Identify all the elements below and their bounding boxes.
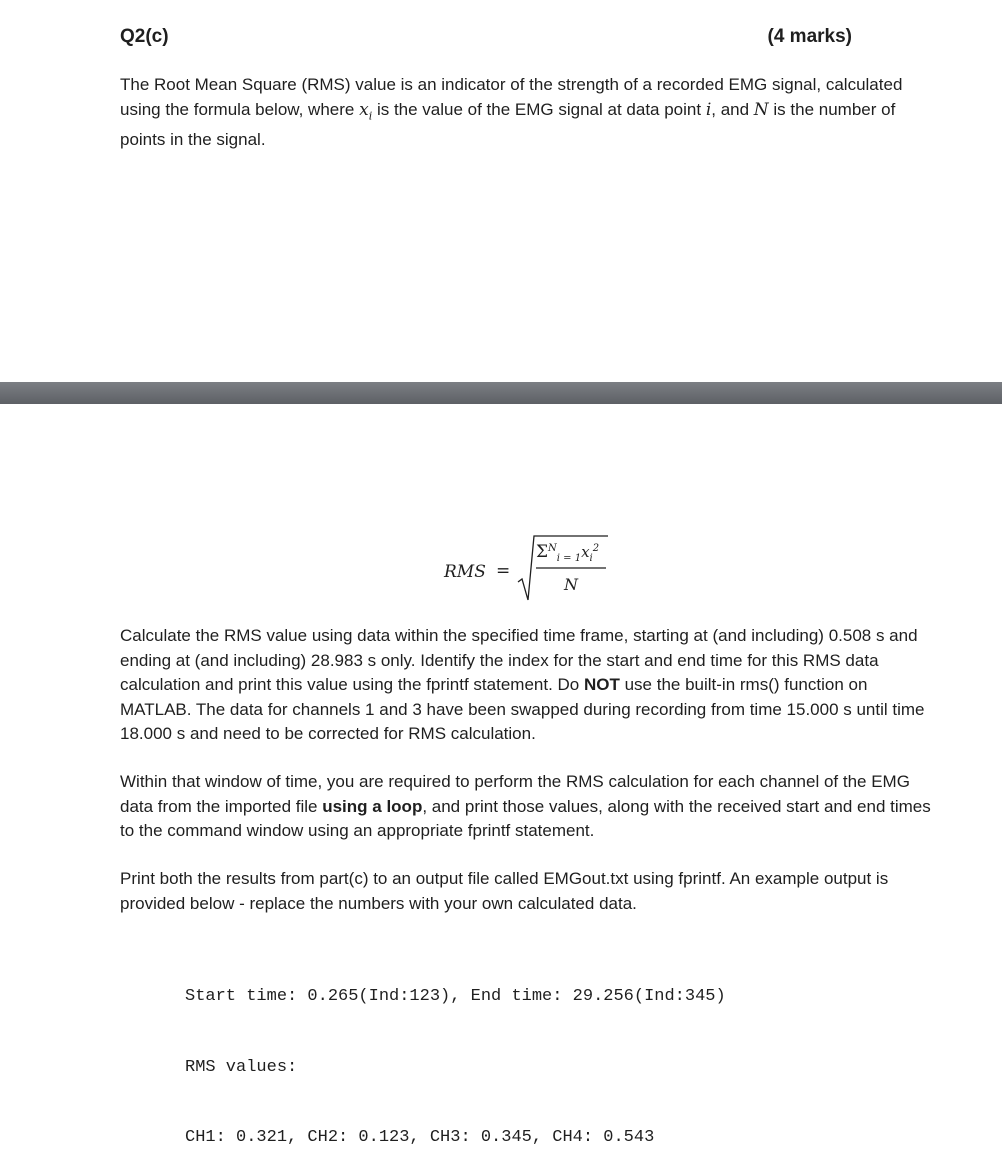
formula-denominator: N — [564, 575, 578, 594]
example-output-line-2: RMS values: — [185, 1057, 298, 1077]
question-label: Q2(c) — [120, 26, 169, 47]
marks-label: (4 marks) — [767, 26, 852, 47]
formula-numerator: $\Sigma^N_{i = 1}x_i^2$ — [536, 542, 600, 564]
rms-formula — [444, 532, 644, 612]
xi-symbol: $x_i$ — [359, 99, 373, 122]
page-section-top — [0, 0, 1002, 382]
example-output-line-3: CH1: 0.321, CH2: 0.123, CH3: 0.345, CH4: 0.543 — [185, 1128, 655, 1147]
formula-lhs: RMS — [444, 562, 486, 582]
page-gap-bar — [0, 382, 1002, 404]
formula-equals: = — [496, 561, 511, 581]
example-output-block — [185, 938, 726, 1173]
instructions-paragraph-3: Print both the results from part(c) to an output file called EMGout.txt using fprintf. An example output is provided below - replace the numbers with your own calculated data. — [120, 869, 889, 913]
instructions-paragraph-2: Within that window of time, you are required to perform the RMS calculation for each channel of the EMG data from the imported file using a loop, and print those values, along with the received start and end times to the command window using an appropriate fprintf statement. — [120, 772, 931, 840]
instructions-paragraph-1: Calculate the RMS value using data within the specified time frame, starting at (and including) 0.508 s and ending at (and including) 28.983 s only. Identify the index for the start and end time for this RMS data calculation and print this value using the fprintf statement. Do NOT use the built-in rms() function on MATLAB. The data for channels 1 and 3 have been swapped during recording from time 15.000 s until time 18.000 s and need to be corrected for RMS calculation. — [120, 626, 925, 743]
intro-paragraph: The Root Mean Square (RMS) value is an indicator of the strength of a recorded EMG signal, calculated using the formula below, where $x_i$ is the value of the EMG signal at data point i, and N is the number of points in the signal. — [120, 75, 903, 150]
example-output-line-1: Start time: 0.265(Ind:123), End time: 29.256(Ind:345) — [185, 987, 726, 1006]
